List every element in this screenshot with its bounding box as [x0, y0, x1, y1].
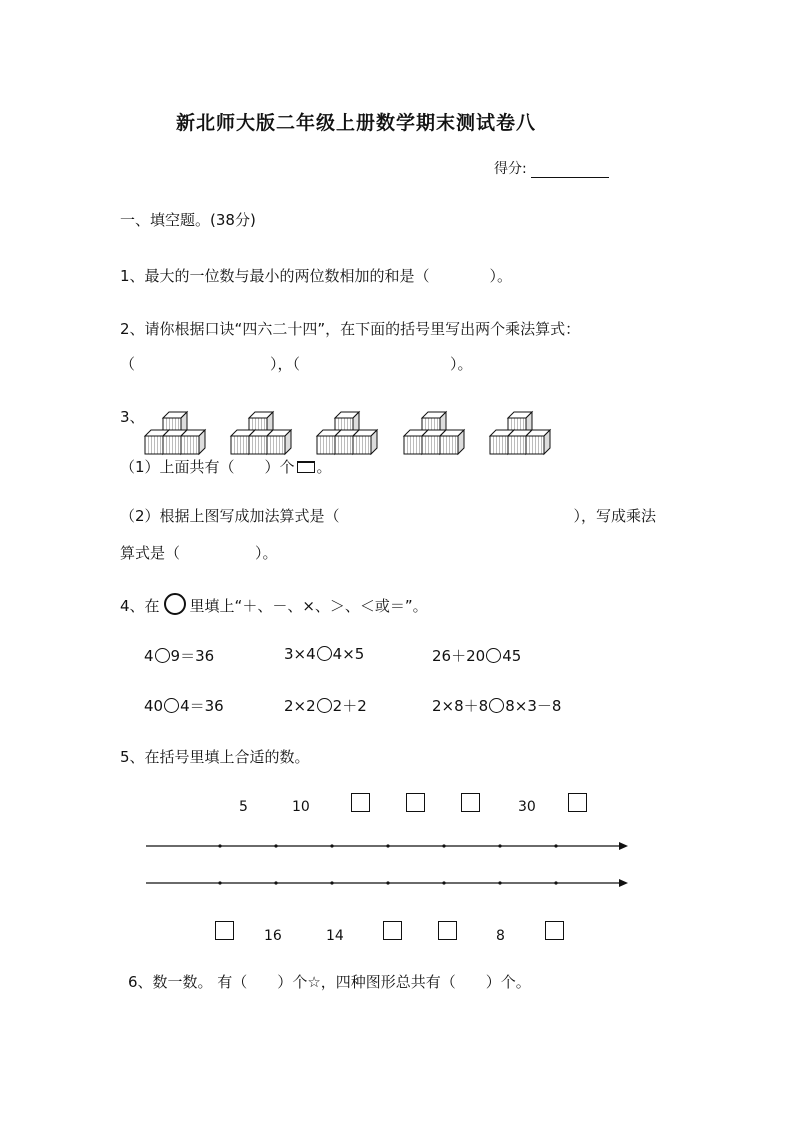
- cube-figure-4: [404, 412, 464, 454]
- cube-figure-2: [231, 412, 291, 454]
- question-2-prompt: 2、请你根据口诀“四六二十四”，在下面的括号里写出两个乘法算式：: [120, 320, 581, 338]
- number-line-bottom: [146, 879, 628, 887]
- answer-circle[interactable]: [164, 698, 179, 713]
- answer-circle[interactable]: [155, 648, 170, 663]
- number-label: 30: [518, 799, 536, 815]
- number-label: 16: [264, 928, 282, 944]
- score-field: [494, 158, 609, 178]
- q4-item: 2×2 2＋2: [284, 697, 367, 715]
- q3-sub1-text: （1）上面共有（ ）个: [120, 458, 295, 476]
- number-label: 5: [239, 799, 248, 815]
- number-label: 14: [326, 928, 344, 944]
- q4-text-before: 4、在: [120, 597, 160, 615]
- answer-circle[interactable]: [489, 698, 504, 713]
- cube-figure-1: [145, 412, 205, 454]
- answer-circle[interactable]: [317, 646, 332, 661]
- q3-sub1-end: 。: [316, 458, 332, 476]
- question-3-sub2-line1: [120, 505, 656, 526]
- q4-item: 40 4＝36: [144, 697, 224, 715]
- number-lines: [140, 836, 640, 892]
- q3-sub2-text: （2）根据上图写成加法算式是（: [120, 507, 340, 525]
- question-3-label: 3、: [120, 408, 145, 426]
- q4-item: 26＋20 45: [432, 647, 522, 665]
- page-title: 新北师大版二年级上册数学期末测试卷八: [176, 112, 537, 134]
- circle-icon: [164, 593, 186, 615]
- q3-sub2-end: ），写成乘法: [573, 507, 657, 525]
- q4-text-after: 里填上“＋、－、×、＞、＜或＝”。: [189, 597, 428, 615]
- cube-figure-5: [490, 412, 550, 454]
- q4-item: 2×8＋8 8×3－8: [432, 697, 562, 715]
- number-line-top: [146, 842, 628, 850]
- cube-icon: [297, 461, 315, 473]
- question-1: 1、最大的一位数与最小的两位数相加的和是（ ）。: [120, 267, 513, 285]
- q4-item: 4 9＝36: [144, 647, 215, 665]
- answer-circle[interactable]: [317, 698, 332, 713]
- cube-figures: [140, 406, 560, 456]
- answer-box[interactable]: [351, 793, 370, 812]
- question-3-sub2-line2: 算式是（ ）。: [120, 544, 278, 562]
- number-label: 8: [496, 928, 505, 944]
- section-heading: 一、填空题。(38分): [120, 211, 256, 229]
- question-4-prompt: [120, 593, 428, 616]
- score-label: 得分:: [494, 161, 527, 177]
- cube-figure-3: [317, 412, 377, 454]
- question-6: 6、数一数。 有（ ）个☆，四种图形总共有（ ）个。: [128, 973, 531, 991]
- question-2-blanks: （ ），（ ）。: [120, 355, 473, 373]
- number-label: 10: [292, 799, 310, 815]
- question-5-prompt: 5、在括号里填上合适的数。: [120, 748, 310, 766]
- answer-box[interactable]: [383, 921, 402, 940]
- answer-box[interactable]: [461, 793, 480, 812]
- answer-box[interactable]: [215, 921, 234, 940]
- answer-box[interactable]: [545, 921, 564, 940]
- q4-item: 3×4 4×5: [284, 645, 365, 663]
- question-3-sub1: [120, 456, 332, 477]
- score-blank[interactable]: [531, 163, 609, 178]
- answer-box[interactable]: [568, 793, 587, 812]
- answer-box[interactable]: [438, 921, 457, 940]
- answer-circle[interactable]: [486, 648, 501, 663]
- answer-box[interactable]: [406, 793, 425, 812]
